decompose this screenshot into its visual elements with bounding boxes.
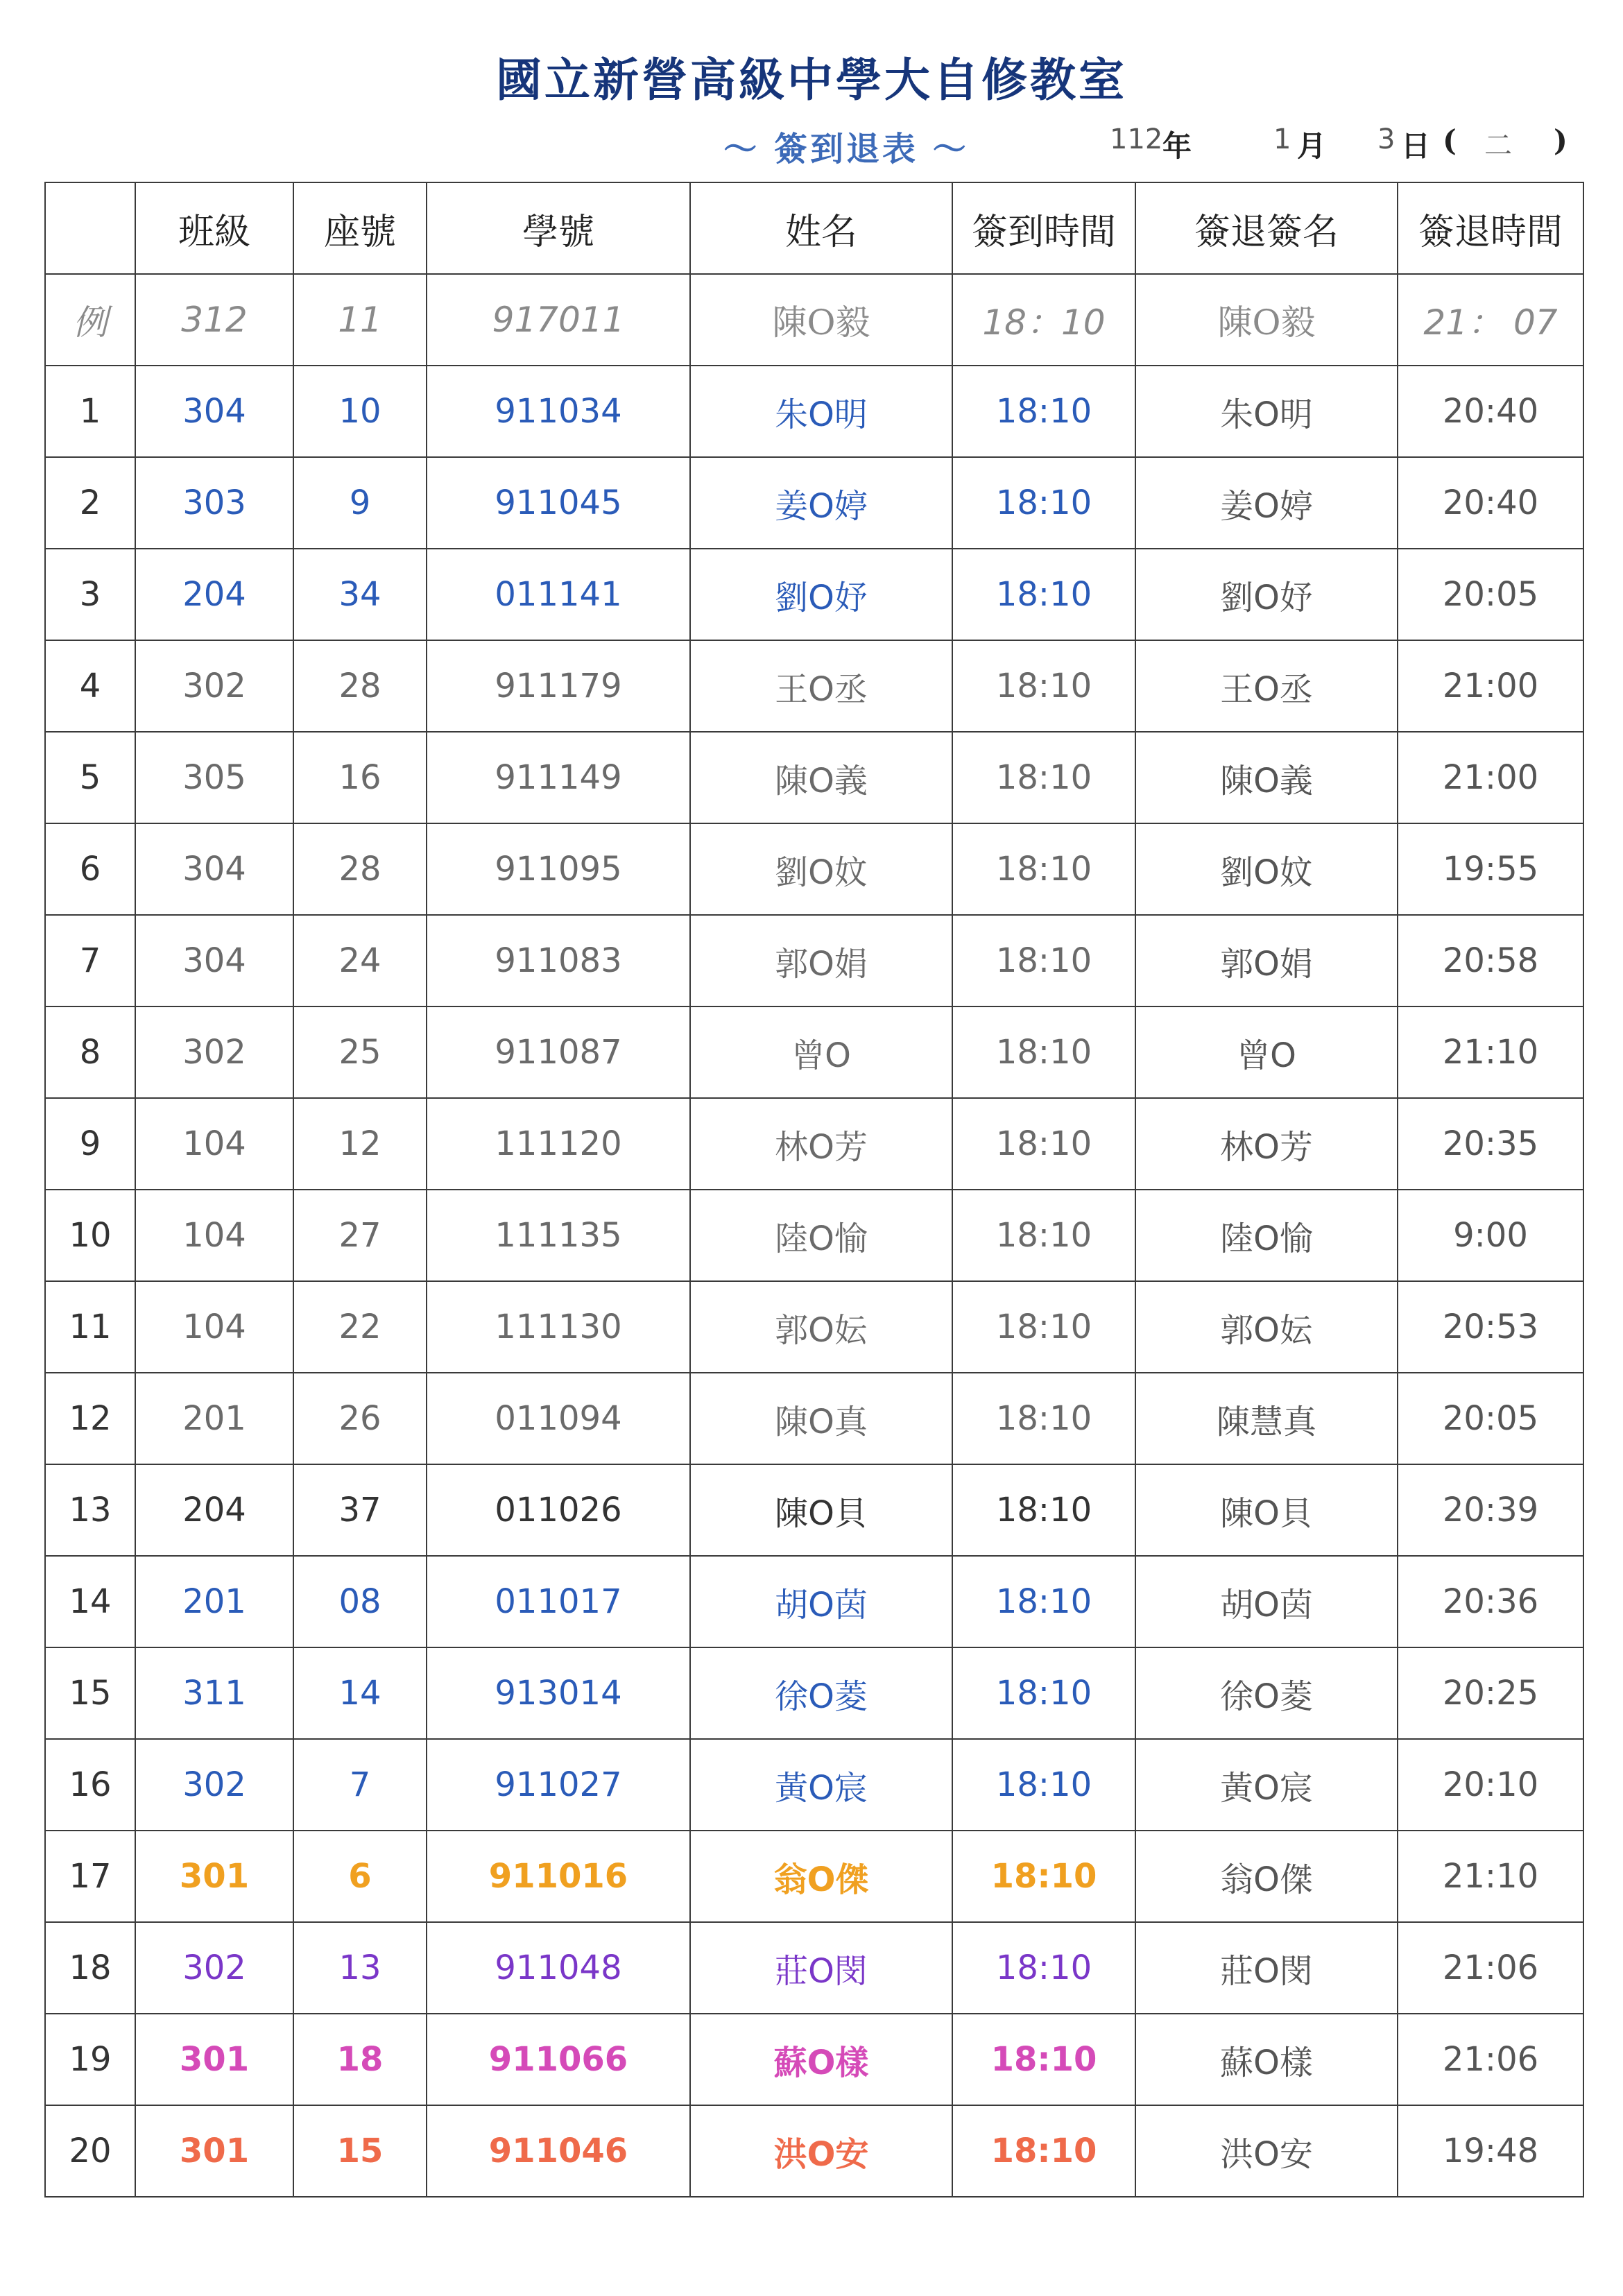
- row-checkin-time: 18:10: [952, 823, 1135, 915]
- row-checkin-time: 18:10: [952, 1831, 1135, 1922]
- row-class: 301: [135, 2105, 293, 2197]
- row-checkin-time: 18:10: [952, 915, 1135, 1006]
- row-class: 304: [135, 823, 293, 915]
- col-header-name: 姓名: [690, 182, 952, 274]
- row-seat: 13: [293, 1922, 427, 2014]
- row-checkin-time: 18:10: [952, 2014, 1135, 2105]
- row-number: 5: [45, 732, 135, 823]
- row-student-id: 111130: [427, 1281, 690, 1373]
- row-student-id: 911083: [427, 915, 690, 1006]
- row-name: 胡O茵: [690, 1556, 952, 1647]
- row-class: 104: [135, 1281, 293, 1373]
- row-number: 10: [45, 1190, 135, 1281]
- row-checkout-signature: 徐O菱: [1135, 1647, 1398, 1739]
- row-name: 陳O真: [690, 1373, 952, 1464]
- row-checkout-time: 21:00: [1398, 640, 1583, 732]
- row-number: 13: [45, 1464, 135, 1556]
- header-row: [45, 182, 1583, 274]
- row-checkin-time: 18:10: [952, 1647, 1135, 1739]
- row-name: 林O芳: [690, 1098, 952, 1190]
- row-checkout-signature: 朱O明: [1135, 366, 1398, 457]
- row-checkout-signature: 曾O: [1135, 1006, 1398, 1098]
- row-checkout-time: 21:06: [1398, 1922, 1583, 2014]
- row-checkout-signature: 翁O傑: [1135, 1831, 1398, 1922]
- row-seat: 18: [293, 2014, 427, 2105]
- example-label: 例: [45, 274, 135, 366]
- row-seat: 16: [293, 732, 427, 823]
- row-number: 6: [45, 823, 135, 915]
- row-checkout-time: 21:10: [1398, 1006, 1583, 1098]
- row-number: 3: [45, 549, 135, 640]
- row-class: 311: [135, 1647, 293, 1739]
- row-class: 305: [135, 732, 293, 823]
- row-class: 302: [135, 1922, 293, 2014]
- table-row: [45, 1922, 1583, 2014]
- row-checkout-time: 20:05: [1398, 1373, 1583, 1464]
- row-checkout-time: 21:06: [1398, 2014, 1583, 2105]
- row-checkout-time: 9:00: [1398, 1190, 1583, 1281]
- row-seat: 6: [293, 1831, 427, 1922]
- row-checkin-time: 18:10: [952, 366, 1135, 457]
- row-class: 304: [135, 915, 293, 1006]
- row-class: 304: [135, 366, 293, 457]
- row-name: 姜O婷: [690, 457, 952, 549]
- table-row: [45, 1739, 1583, 1831]
- row-seat: 22: [293, 1281, 427, 1373]
- table-row: [45, 2105, 1583, 2197]
- row-class: 201: [135, 1556, 293, 1647]
- row-seat: 9: [293, 457, 427, 549]
- example-student-id: 917011: [427, 274, 690, 366]
- date-day-unit: 日: [1401, 129, 1431, 163]
- row-name: 朱O明: [690, 366, 952, 457]
- row-checkout-time: 20:36: [1398, 1556, 1583, 1647]
- row-number: 20: [45, 2105, 135, 2197]
- row-checkin-time: 18:10: [952, 1373, 1135, 1464]
- row-checkout-signature: 莊O閔: [1135, 1922, 1398, 2014]
- row-checkin-time: 18:10: [952, 1556, 1135, 1647]
- row-class: 104: [135, 1098, 293, 1190]
- row-seat: 26: [293, 1373, 427, 1464]
- table-row: [45, 640, 1583, 732]
- table-row: [45, 366, 1583, 457]
- row-checkout-signature: 林O芳: [1135, 1098, 1398, 1190]
- row-number: 11: [45, 1281, 135, 1373]
- row-seat: 27: [293, 1190, 427, 1281]
- date-month-unit: 月: [1297, 129, 1327, 163]
- row-student-id: 911034: [427, 366, 690, 457]
- row-number: 12: [45, 1373, 135, 1464]
- col-header-checkin-time: 簽到時間: [952, 182, 1135, 274]
- row-seat: 08: [293, 1556, 427, 1647]
- row-student-id: 111120: [427, 1098, 690, 1190]
- row-number: 15: [45, 1647, 135, 1739]
- table-row: [45, 1190, 1583, 1281]
- table-row: [45, 732, 1583, 823]
- row-number: 7: [45, 915, 135, 1006]
- row-student-id: 011026: [427, 1464, 690, 1556]
- row-checkout-signature: 姜O婷: [1135, 457, 1398, 549]
- row-seat: 28: [293, 823, 427, 915]
- row-student-id: 911027: [427, 1739, 690, 1831]
- row-number: 18: [45, 1922, 135, 2014]
- row-checkout-time: 19:48: [1398, 2105, 1583, 2197]
- row-name: 劉O妏: [690, 823, 952, 915]
- row-student-id: 011094: [427, 1373, 690, 1464]
- row-name: 陳O貝: [690, 1464, 952, 1556]
- example-class: 312: [135, 274, 293, 366]
- row-student-id: 911045: [427, 457, 690, 549]
- example-seat: 11: [293, 274, 427, 366]
- row-checkin-time: 18:10: [952, 1922, 1135, 2014]
- col-header-seat: 座號: [293, 182, 427, 274]
- row-student-id: 011141: [427, 549, 690, 640]
- row-checkout-time: 19:55: [1398, 823, 1583, 915]
- row-checkin-time: 18:10: [952, 1464, 1135, 1556]
- row-class: 302: [135, 1739, 293, 1831]
- table-row: [45, 915, 1583, 1006]
- row-student-id: 011017: [427, 1556, 690, 1647]
- row-seat: 34: [293, 549, 427, 640]
- row-checkin-time: 18:10: [952, 457, 1135, 549]
- row-student-id: 911048: [427, 1922, 690, 2014]
- row-checkout-time: 20:53: [1398, 1281, 1583, 1373]
- document-title: 國立新營高級中學大自修教室: [496, 53, 1127, 107]
- date-weekday-close: ): [1554, 123, 1568, 157]
- row-name: 翁O傑: [690, 1831, 952, 1922]
- row-seat: 25: [293, 1006, 427, 1098]
- table-row: [45, 1373, 1583, 1464]
- row-student-id: 911066: [427, 2014, 690, 2105]
- row-name: 郭O娟: [690, 915, 952, 1006]
- row-checkout-signature: 郭O妘: [1135, 1281, 1398, 1373]
- row-checkout-signature: 郭O娟: [1135, 915, 1398, 1006]
- example-signature: 陳O毅: [1135, 274, 1398, 366]
- row-seat: 12: [293, 1098, 427, 1190]
- example-checkin: 18：10: [952, 274, 1135, 366]
- row-checkin-time: 18:10: [952, 2105, 1135, 2197]
- row-student-id: 911087: [427, 1006, 690, 1098]
- row-number: 19: [45, 2014, 135, 2105]
- row-class: 204: [135, 1464, 293, 1556]
- row-name: 曾O: [690, 1006, 952, 1098]
- date-weekday-open: (: [1443, 123, 1457, 157]
- table-row: [45, 1098, 1583, 1190]
- table-row: [45, 549, 1583, 640]
- row-checkout-time: 20:10: [1398, 1739, 1583, 1831]
- col-header-student-id: 學號: [427, 182, 690, 274]
- row-number: 1: [45, 366, 135, 457]
- row-checkout-signature: 陳O貝: [1135, 1464, 1398, 1556]
- row-name: 郭O妘: [690, 1281, 952, 1373]
- row-checkout-time: 20:40: [1398, 457, 1583, 549]
- row-name: 洪O安: [690, 2105, 952, 2197]
- row-name: 莊O閔: [690, 1922, 952, 2014]
- row-name: 陸O愉: [690, 1190, 952, 1281]
- row-checkout-signature: 黃O宸: [1135, 1739, 1398, 1831]
- table-row: [45, 1831, 1583, 1922]
- row-number: 16: [45, 1739, 135, 1831]
- row-student-id: 911016: [427, 1831, 690, 1922]
- row-name: 徐O菱: [690, 1647, 952, 1739]
- row-seat: 15: [293, 2105, 427, 2197]
- row-name: 陳O義: [690, 732, 952, 823]
- row-checkout-signature: 陳O義: [1135, 732, 1398, 823]
- row-name: 黃O宸: [690, 1739, 952, 1831]
- col-header-checkout-signature: 簽退簽名: [1135, 182, 1398, 274]
- row-seat: 24: [293, 915, 427, 1006]
- row-checkout-time: 21:10: [1398, 1831, 1583, 1922]
- row-student-id: 911095: [427, 823, 690, 915]
- row-seat: 14: [293, 1647, 427, 1739]
- row-class: 204: [135, 549, 293, 640]
- row-name: 蘇O樣: [690, 2014, 952, 2105]
- row-number: 17: [45, 1831, 135, 1922]
- table-row: [45, 823, 1583, 915]
- row-checkout-signature: 劉O妤: [1135, 549, 1398, 640]
- document-subtitle: ～ 簽到退表 ～: [723, 130, 969, 169]
- row-checkin-time: 18:10: [952, 732, 1135, 823]
- row-name: 劉O妤: [690, 549, 952, 640]
- col-header-class: 班級: [135, 182, 293, 274]
- row-student-id: 111135: [427, 1190, 690, 1281]
- row-number: 14: [45, 1556, 135, 1647]
- row-checkin-time: 18:10: [952, 1739, 1135, 1831]
- table-row: [45, 1647, 1583, 1739]
- row-name: 王O丞: [690, 640, 952, 732]
- table-row: [45, 1556, 1583, 1647]
- col-header-checkout-time: 簽退時間: [1398, 182, 1583, 274]
- row-class: 302: [135, 1006, 293, 1098]
- row-checkout-time: 20:39: [1398, 1464, 1583, 1556]
- table-row: [45, 457, 1583, 549]
- row-checkin-time: 18:10: [952, 1281, 1135, 1373]
- row-checkin-time: 18:10: [952, 640, 1135, 732]
- row-checkin-time: 18:10: [952, 1006, 1135, 1098]
- example-row: [45, 274, 1583, 366]
- example-checkout: 21： 07: [1398, 274, 1583, 366]
- date-weekday: 二: [1484, 130, 1512, 162]
- date-day: 3: [1377, 123, 1396, 155]
- row-class: 302: [135, 640, 293, 732]
- row-seat: 28: [293, 640, 427, 732]
- table-row: [45, 1006, 1583, 1098]
- row-checkin-time: 18:10: [952, 549, 1135, 640]
- example-name: 陳O毅: [690, 274, 952, 366]
- row-checkout-signature: 陳慧真: [1135, 1373, 1398, 1464]
- row-checkout-signature: 劉O妏: [1135, 823, 1398, 915]
- table-row: [45, 1281, 1583, 1373]
- row-checkout-signature: 胡O茵: [1135, 1556, 1398, 1647]
- row-checkout-time: 20:05: [1398, 549, 1583, 640]
- row-checkin-time: 18:10: [952, 1190, 1135, 1281]
- row-checkout-time: 20:40: [1398, 366, 1583, 457]
- date-line: [1110, 121, 1609, 169]
- col-header-number: [45, 182, 135, 274]
- row-class: 301: [135, 1831, 293, 1922]
- signin-table: [44, 182, 1584, 2198]
- row-checkout-time: 20:58: [1398, 915, 1583, 1006]
- row-student-id: 913014: [427, 1647, 690, 1739]
- row-number: 9: [45, 1098, 135, 1190]
- row-number: 4: [45, 640, 135, 732]
- row-checkout-time: 20:35: [1398, 1098, 1583, 1190]
- table-row: [45, 2014, 1583, 2105]
- row-class: 301: [135, 2014, 293, 2105]
- row-checkout-signature: 洪O安: [1135, 2105, 1398, 2197]
- date-year-unit: 年: [1162, 129, 1192, 163]
- row-student-id: 911149: [427, 732, 690, 823]
- row-checkout-signature: 王O丞: [1135, 640, 1398, 732]
- row-checkin-time: 18:10: [952, 1098, 1135, 1190]
- row-seat: 7: [293, 1739, 427, 1831]
- row-student-id: 911046: [427, 2105, 690, 2197]
- row-number: 8: [45, 1006, 135, 1098]
- row-checkout-time: 21:00: [1398, 732, 1583, 823]
- row-checkout-signature: 蘇O樣: [1135, 2014, 1398, 2105]
- table-row: [45, 1464, 1583, 1556]
- row-seat: 10: [293, 366, 427, 457]
- row-checkout-time: 20:25: [1398, 1647, 1583, 1739]
- row-seat: 37: [293, 1464, 427, 1556]
- row-class: 201: [135, 1373, 293, 1464]
- row-student-id: 911179: [427, 640, 690, 732]
- date-month: 1: [1273, 123, 1291, 155]
- row-class: 104: [135, 1190, 293, 1281]
- row-class: 303: [135, 457, 293, 549]
- row-number: 2: [45, 457, 135, 549]
- row-checkout-signature: 陸O愉: [1135, 1190, 1398, 1281]
- date-year: 112: [1110, 123, 1163, 155]
